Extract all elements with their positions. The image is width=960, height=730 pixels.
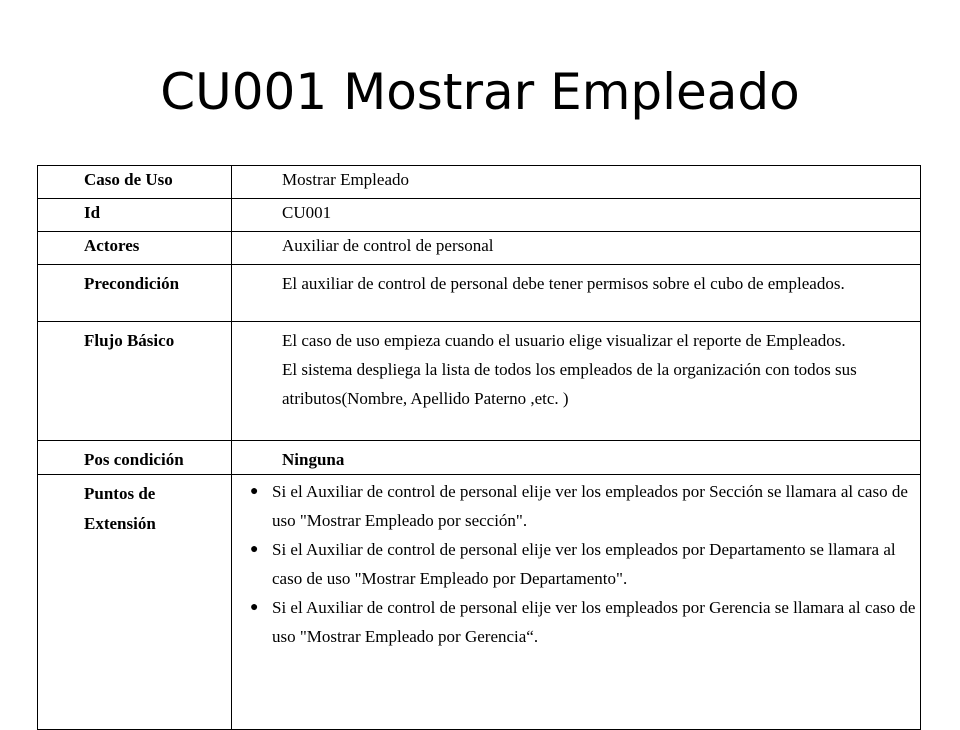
value-precondicion: El auxiliar de control de personal debe tener permisos sobre el cubo de empleados. bbox=[232, 265, 921, 322]
list-item bbox=[236, 477, 918, 535]
label-id: Id bbox=[38, 199, 232, 232]
value-id: CU001 bbox=[232, 199, 921, 232]
list-item bbox=[236, 535, 918, 593]
table-row-caso-de-uso bbox=[38, 166, 921, 199]
table-row-puntos-extension bbox=[38, 475, 921, 730]
extension-text: Si el Auxiliar de control de personal elije ver los empleados por Sección se llamara al caso de uso "Mostrar Empleado por sección". bbox=[272, 482, 908, 530]
table-row-flujo-basico bbox=[38, 322, 921, 441]
table-row-precondicion bbox=[38, 265, 921, 322]
value-puntos-extension bbox=[232, 475, 921, 730]
label-flujo-basico: Flujo Básico bbox=[38, 322, 232, 441]
bullet-icon: ● bbox=[250, 542, 259, 557]
bullet-icon: ● bbox=[250, 484, 259, 499]
use-case-table bbox=[37, 165, 921, 730]
label-caso-de-uso: Caso de Uso bbox=[38, 166, 232, 199]
slide-title: CU001 Mostrar Empleado bbox=[160, 63, 800, 121]
flujo-paragraph-1: El caso de uso empieza cuando el usuario elige visualizar el reporte de Empleados. bbox=[282, 331, 846, 350]
extension-list bbox=[236, 477, 918, 651]
bullet-icon: ● bbox=[250, 600, 259, 615]
value-caso-de-uso: Mostrar Empleado bbox=[232, 166, 921, 199]
value-pos-condicion: Ninguna bbox=[232, 441, 921, 475]
flujo-paragraph-2: El sistema despliega la lista de todos los empleados de la organización con todos sus atributos(Nombre, Apellido Paterno ,etc. ) bbox=[282, 360, 857, 408]
extension-text: Si el Auxiliar de control de personal elije ver los empleados por Departamento se llamara al caso de uso "Mostrar Empleado por Departamento". bbox=[272, 540, 896, 588]
label-precondicion: Precondición bbox=[38, 265, 232, 322]
table-row-pos-condicion bbox=[38, 441, 921, 475]
table-row-actores bbox=[38, 232, 921, 265]
value-flujo-basico bbox=[232, 322, 921, 441]
extension-text: Si el Auxiliar de control de personal elije ver los empleados por Gerencia se llamara al caso de uso "Mostrar Empleado por Gerencia“. bbox=[272, 598, 916, 646]
table-row-id bbox=[38, 199, 921, 232]
value-actores: Auxiliar de control de personal bbox=[232, 232, 921, 265]
label-pos-condicion: Pos condición bbox=[38, 441, 232, 475]
label-actores: Actores bbox=[38, 232, 232, 265]
label-puntos-extension: Puntos de Extensión bbox=[38, 475, 232, 730]
list-item bbox=[236, 593, 918, 651]
